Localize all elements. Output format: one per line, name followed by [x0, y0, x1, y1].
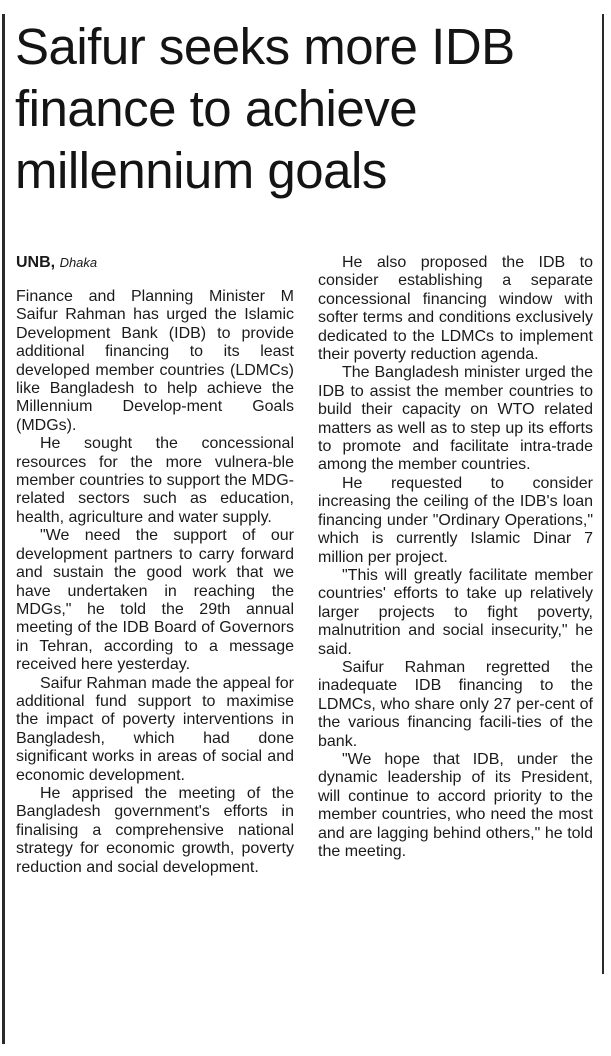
article-paragraph: "We hope that IDB, under the dynamic leadership of its President, will continue to accord priority to the member countries, who need the most and are lagging behind others," he told the meeting.: [318, 750, 593, 860]
article-headline: [15, 16, 600, 202]
article-paragraph: He requested to consider increasing the ceiling of the IDB's loan financing under "Ordinary Operations," which is currently Islamic Dinar 7 million per project.: [318, 474, 593, 566]
byline-agency: UNB,: [16, 254, 56, 271]
article-column-left: [16, 254, 294, 877]
article-paragraph: He also proposed the IDB to consider establishing a separate concessional financing window with softer terms and conditions exclusively dedicated to the LDMCs to implement their poverty reduction agenda.: [318, 254, 593, 364]
article-paragraph: He apprised the meeting of the Bangladesh government's efforts in finalising a comprehensive national strategy for economic growth, poverty reduction and social development.: [16, 784, 294, 876]
article-paragraph: He sought the concessional resources for the more vulnera-ble member countries to support the MDG-related sectors such as education, health, agriculture and water supply.: [16, 435, 294, 526]
right-column-rule: [602, 14, 604, 974]
byline: [16, 254, 294, 272]
left-column-rule: [2, 14, 5, 1044]
article-paragraph: The Bangladesh minister urged the IDB to assist the member countries to build their capacity on WTO related matters as well as to step up its efforts to promote and facilitate intra-trade among the member countries.: [318, 364, 593, 474]
article-column-right: [318, 254, 593, 861]
article-paragraph: "This will greatly facilitate member countries' efforts to take up relatively larger projects to fight poverty, malnutrition and social insecurity," he said.: [318, 566, 593, 658]
article-paragraph: Saifur Rahman regretted the inadequate IDB financing to the LDMCs, who share only 27 per-cent of the various financing facili-ties of the bank.: [318, 658, 593, 750]
headline-line: millennium goals: [15, 142, 387, 199]
article-paragraph: Finance and Planning Minister M Saifur Rahman has urged the Islamic Development Bank (IDB) to provide additional financing to its least developed member countries (LDMCs) like Bangladesh to help achieve the Millennium Develop-ment Goals (MDGs).: [16, 288, 294, 434]
article-paragraph: Saifur Rahman made the appeal for additional fund support to maximise the impact of poverty interventions in Bangladesh, which had done significant works in areas of social and economic development.: [16, 674, 294, 784]
headline-line: finance to achieve: [15, 80, 418, 137]
article-paragraph: "We need the support of our development partners to carry forward and sustain the good work that we have undertaken in reaching the MDGs," he told the 29th annual meeting of the IDB Board of Governors in Tehran, according to a message received here yesterday.: [16, 527, 294, 674]
headline-line: Saifur seeks more IDB: [15, 18, 515, 75]
byline-place: Dhaka: [59, 255, 98, 270]
